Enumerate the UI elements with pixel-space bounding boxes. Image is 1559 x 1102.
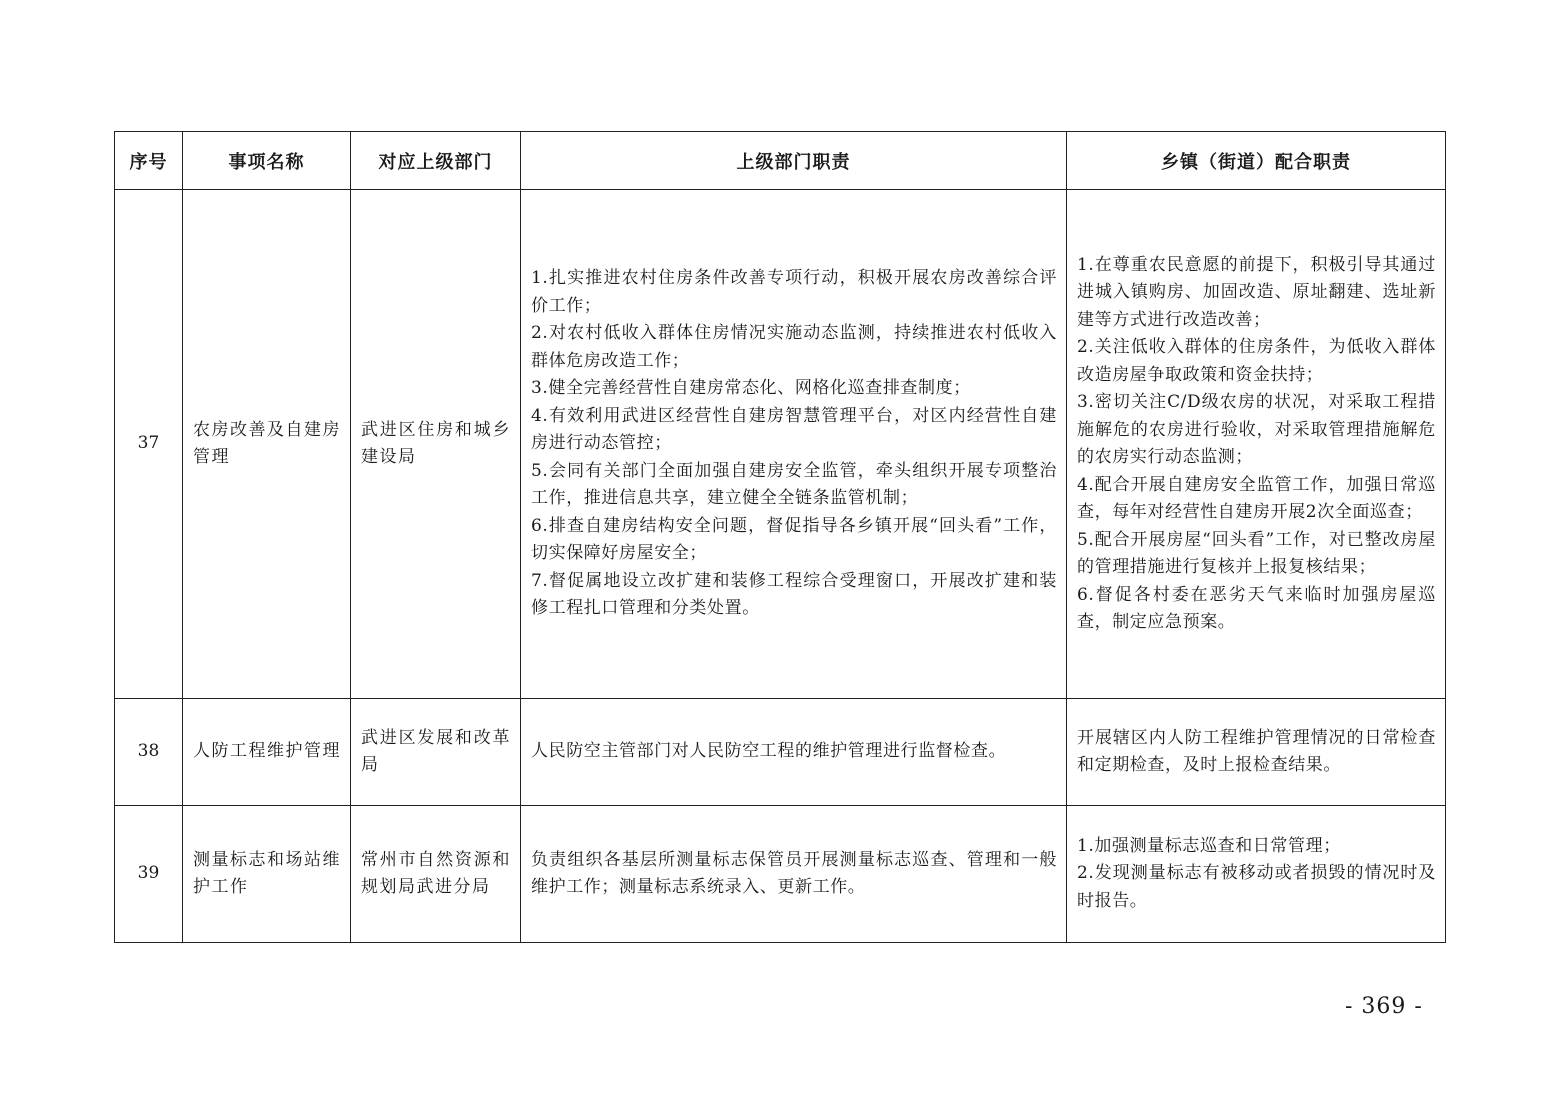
row-superior-dept xyxy=(351,190,521,699)
row-superior-duty xyxy=(521,699,1067,806)
row-item-name xyxy=(183,806,351,943)
duty-item: 2.对农村低收入群体住房情况实施动态监测，持续推进农村低收入群体危房改造工作； xyxy=(531,323,1057,371)
row-township-duty xyxy=(1067,190,1446,699)
table-row xyxy=(115,190,1446,699)
row-superior-duty xyxy=(521,806,1067,943)
row-superior-dept-text: 武进区发展和改革局 xyxy=(361,727,511,775)
coop-item: 4.配合开展自建房安全监管工作，加强日常巡查，每年对经营性自建房开展2次全面巡查； xyxy=(1077,474,1436,522)
header-item-name: 事项名称 xyxy=(183,132,351,190)
row-superior-dept-text: 常州市自然资源和规划局武进分局 xyxy=(361,849,511,897)
coop-item: 2.发现测量标志有被移动或者损毁的情况时及时报告。 xyxy=(1077,863,1436,911)
table-row xyxy=(115,699,1446,806)
row-index: 38 xyxy=(115,699,183,806)
responsibility-table xyxy=(114,131,1446,943)
row-item-name xyxy=(183,699,351,806)
duty-item: 4.有效利用武进区经营性自建房智慧管理平台，对区内经营性自建房进行动态管控； xyxy=(531,405,1057,454)
row-index: 37 xyxy=(115,190,183,699)
coop-item: 1.在尊重农民意愿的前提下，积极引导其通过进城入镇购房、加固改造、原址翻建、选址新建等方式进行改造改善； xyxy=(1077,254,1436,330)
duty-item: 7.督促属地设立改扩建和装修工程综合受理窗口，开展改扩建和装修工程扎口管理和分类处置。 xyxy=(531,570,1057,619)
duty-item: 1.扎实推进农村住房条件改善专项行动，积极开展农房改善综合评价工作； xyxy=(531,268,1057,316)
table-header-row xyxy=(115,132,1446,190)
row-item-name xyxy=(183,190,351,699)
row-superior-dept-text: 武进区住房和城乡建设局 xyxy=(361,419,511,467)
row-township-duty xyxy=(1067,699,1446,806)
row-index: 39 xyxy=(115,806,183,943)
coop-item: 6.督促各村委在恶劣天气来临时加强房屋巡查，制定应急预案。 xyxy=(1077,584,1436,632)
row-superior-duty xyxy=(521,190,1067,699)
header-index: 序号 xyxy=(115,132,183,190)
row-item-name-text: 农房改善及自建房管理 xyxy=(193,419,341,467)
duty-item: 6.排查自建房结构安全问题，督促指导各乡镇开展“回头看”工作，切实保障好房屋安全； xyxy=(531,515,1057,564)
table-row xyxy=(115,806,1446,943)
row-item-name-text: 人防工程维护管理 xyxy=(193,741,341,762)
row-township-duty xyxy=(1067,806,1446,943)
header-superior-duty: 上级部门职责 xyxy=(521,132,1067,190)
row-superior-dept xyxy=(351,806,521,943)
coop-item: 开展辖区内人防工程维护管理情况的日常检查和定期检查，及时上报检查结果。 xyxy=(1077,727,1436,775)
coop-item: 1.加强测量标志巡查和日常管理； xyxy=(1077,835,1341,856)
document-table-wrapper xyxy=(114,131,1445,943)
page-number: - 369 - xyxy=(1345,994,1423,1019)
duty-item: 负责组织各基层所测量标志保管员开展测量标志巡查、管理和一般维护工作；测量标志系统录入、更新工作。 xyxy=(531,849,1057,897)
header-township-duty: 乡镇（街道）配合职责 xyxy=(1067,132,1446,190)
duty-item: 人民防空主管部门对人民防空工程的维护管理进行监督检查。 xyxy=(531,741,1007,762)
duty-item: 5.会同有关部门全面加强自建房安全监管，牵头组织开展专项整治工作，推进信息共享，建立健全全链条监管机制； xyxy=(531,460,1057,509)
row-item-name-text: 测量标志和场站维护工作 xyxy=(193,849,341,897)
duty-item: 3.健全完善经营性自建房常态化、网格化巡查排查制度； xyxy=(531,378,971,399)
header-superior-dept: 对应上级部门 xyxy=(351,132,521,190)
coop-item: 5.配合开展房屋“回头看”工作，对已整改房屋的管理措施进行复核并上报复核结果； xyxy=(1077,529,1436,577)
row-superior-dept xyxy=(351,699,521,806)
coop-item: 3.密切关注C/D级农房的状况，对采取工程措施解危的农房进行验收，对采取管理措施解危的农房实行动态监测； xyxy=(1077,392,1436,467)
coop-item: 2.关注低收入群体的住房条件，为低收入群体改造房屋争取政策和资金扶持； xyxy=(1077,337,1436,385)
